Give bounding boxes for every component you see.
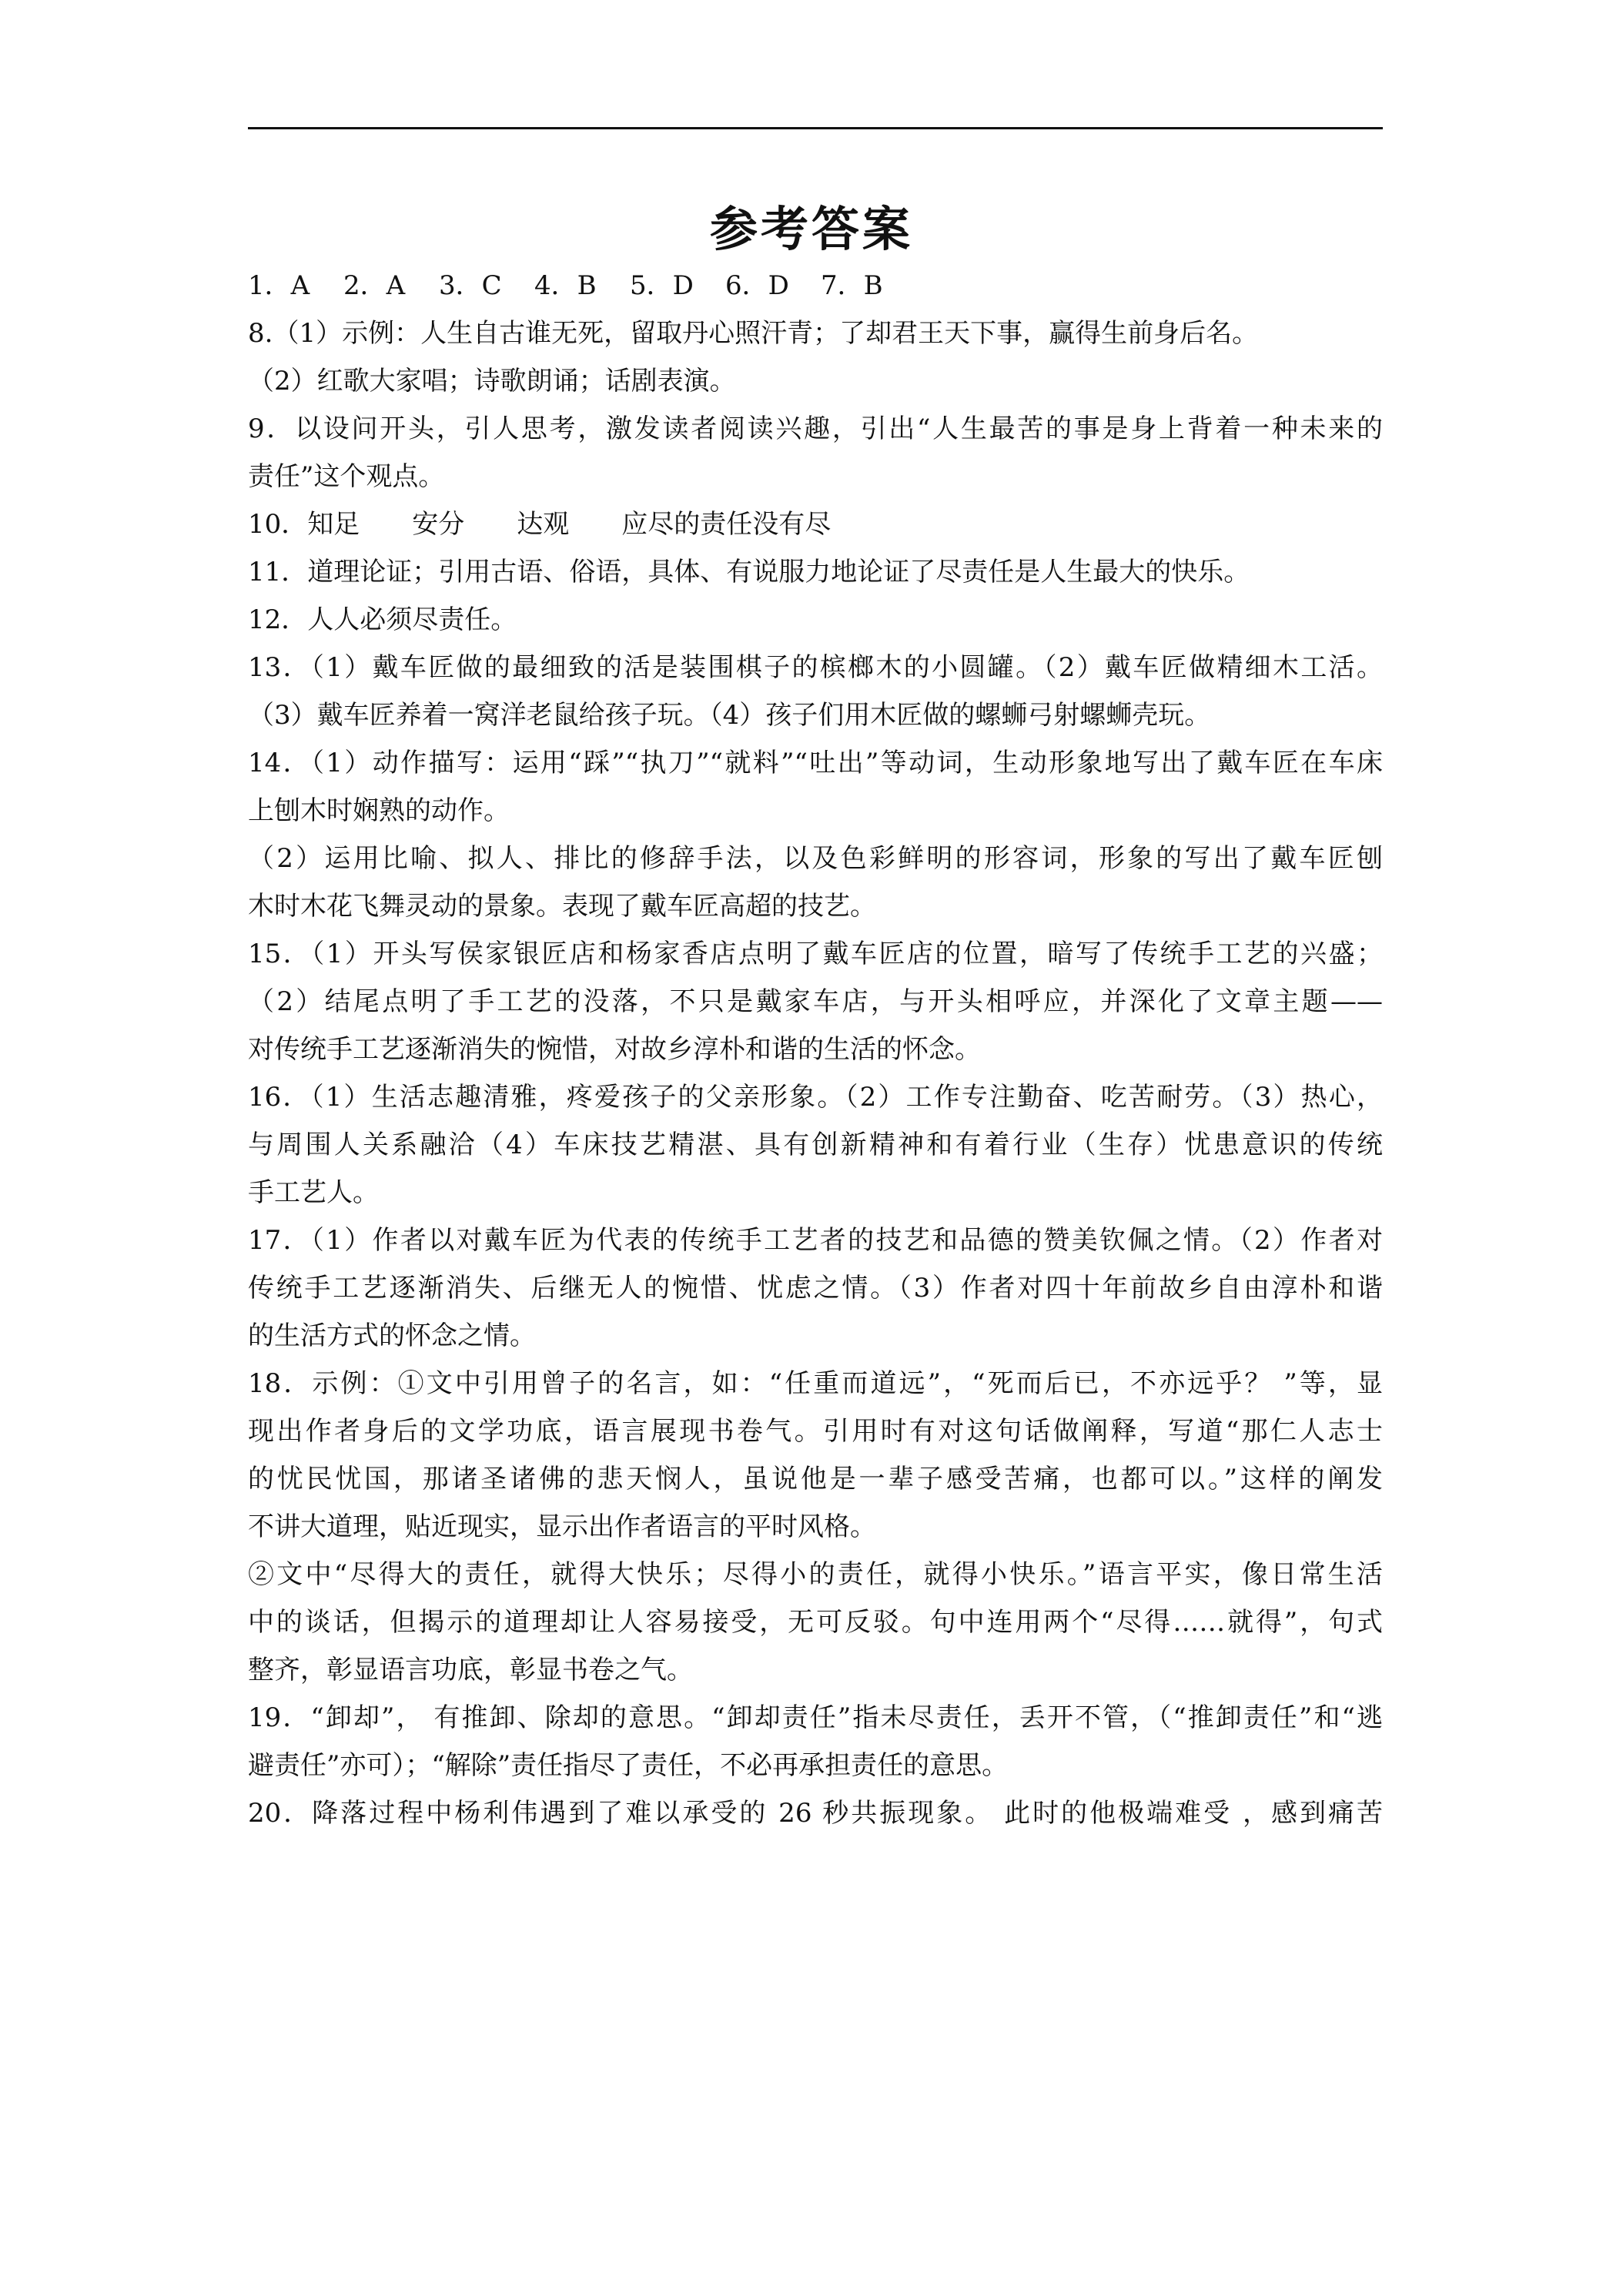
answer-line: 13．（1）戴车匠做的最细致的活是装围棋子的槟榔木的小圆罐。（2）戴车匠做精细木工活。 — [248, 652, 1383, 683]
answer-line: 15．（1）开头写侯家银匠店和杨家香店点明了戴车匠店的位置，暗写了传统手工艺的兴盛； — [248, 939, 1383, 969]
multiple-choice-answers — [248, 262, 1383, 310]
page-title: 参考答案 — [709, 201, 913, 257]
answer-line: 17．（1）作者以对戴车匠为代表的传统手工艺者的技艺和品德的赞美钦佩之情。（2）作者对 — [248, 1225, 1383, 1256]
mcq-answer: 1．A — [248, 270, 310, 301]
answer-line: （2）结尾点明了手工艺的没落，不只是戴家车店，与开头相呼应，并深化了文章主题—— — [248, 986, 1383, 1017]
answer-line: 的忧民忧国，那诸圣诸佛的悲天悯人，虽说他是一辈子感受苦痛，也都可以。”这样的阐发 — [248, 1464, 1383, 1494]
answer-line: 14．（1）动作描写：运用“踩”“执刀”“就料”“吐出”等动词，生动形象地写出了戴车匠在车床 — [248, 748, 1383, 778]
answer-line: 中的谈话，但揭示的道理却让人容易接受，无可反驳。句中连用两个“尽得……就得”，句式 — [248, 1607, 1383, 1638]
answer-line: 上刨木时娴熟的动作。 — [248, 795, 510, 826]
answer-line: 18．示例：①文中引用曾子的名言，如：“任重而道远”，“死而后已，不亦远乎？ ”等，显 — [248, 1368, 1383, 1399]
answer-line: 与周围人关系融洽（4）车床技艺精湛、具有创新精神和有着行业（生存）忧患意识的传统 — [248, 1130, 1383, 1160]
answer-line: 传统手工艺逐渐消失、后继无人的惋惜、忧虑之情。（3）作者对四十年前故乡自由淳朴和谐 — [248, 1273, 1383, 1304]
answer-line: 避责任”亦可）；“解除”责任指尽了责任，不必再承担责任的意思。 — [248, 1750, 1009, 1781]
answer-content — [248, 262, 1383, 1837]
answer-line: （3）戴车匠养着一窝洋老鼠给孩子玩。（4）孩子们用木匠做的螺蛳弓射螺蛳壳玩。 — [248, 700, 1211, 731]
answer-line: 8.（1）示例：人生自古谁无死，留取丹心照汗青；了却君王天下事，赢得生前身后名。 — [248, 318, 1259, 349]
answer-line: 木时木花飞舞灵动的景象。表现了戴车匠高超的技艺。 — [248, 891, 876, 922]
answer-line: 不讲大道理，贴近现实，显示出作者语言的平时风格。 — [248, 1511, 876, 1542]
answer-lines — [248, 310, 1383, 1837]
mcq-answer: 4．B — [534, 270, 597, 301]
answer-line: 20．降落过程中杨利伟遇到了难以承受的 26 秒共振现象。 此时的他极端难受 ，感到痛苦 — [248, 1798, 1383, 1829]
answer-line: ②文中“尽得大的责任，就得大快乐；尽得小的责任，就得小快乐。”语言平实，像日常生活 — [248, 1559, 1383, 1590]
answer-line: 的生活方式的怀念之情。 — [248, 1320, 536, 1351]
answer-line: 责任”这个观点。 — [248, 461, 445, 492]
answer-line: （2）运用比喻、拟人、排比的修辞手法，以及色彩鲜明的形容词，形象的写出了戴车匠刨 — [248, 843, 1383, 874]
answer-line: 9．以设问开头，引人思考，激发读者阅读兴趣，引出“人生最苦的事是身上背着一种未来的 — [248, 413, 1383, 444]
mcq-answer: 7．B — [821, 270, 883, 301]
answer-line: 对传统手工艺逐渐消失的惋惜，对故乡淳朴和谐的生活的怀念。 — [248, 1034, 981, 1065]
answer-line: 11．道理论证；引用古语、俗语，具体、有说服力地论证了尽责任是人生最大的快乐。 — [248, 557, 1250, 587]
mcq-answer: 5．D — [630, 270, 694, 301]
answer-line: 现出作者身后的文学功底，语言展现书卷气。引用时有对这句话做阐释，写道“那仁人志士 — [248, 1416, 1383, 1447]
answer-line: （2）红歌大家唱；诗歌朗诵；话剧表演。 — [248, 366, 736, 397]
mcq-answer: 6．D — [725, 270, 789, 301]
answer-line: 12．人人必须尽责任。 — [248, 604, 517, 635]
answer-line: 19．“卸却”， 有推卸、除却的意思。“卸却责任”指未尽责任，丢开不管，（“推卸责任”和“逃 — [248, 1702, 1383, 1733]
answer-line: 10．知足 安分 达观 应尽的责任没有尽 — [248, 509, 832, 540]
mcq-answer: 2．A — [343, 270, 406, 301]
header-rule — [248, 127, 1383, 129]
answer-line: 整齐，彰显语言功底，彰显书卷之气。 — [248, 1655, 693, 1685]
answer-line: 16．（1）生活志趣清雅，疼爱孩子的父亲形象。（2）工作专注勤奋、吃苦耐劳。（3）热心， — [248, 1082, 1383, 1113]
mcq-answer: 3．C — [439, 270, 502, 301]
answer-line: 手工艺人。 — [248, 1177, 379, 1208]
